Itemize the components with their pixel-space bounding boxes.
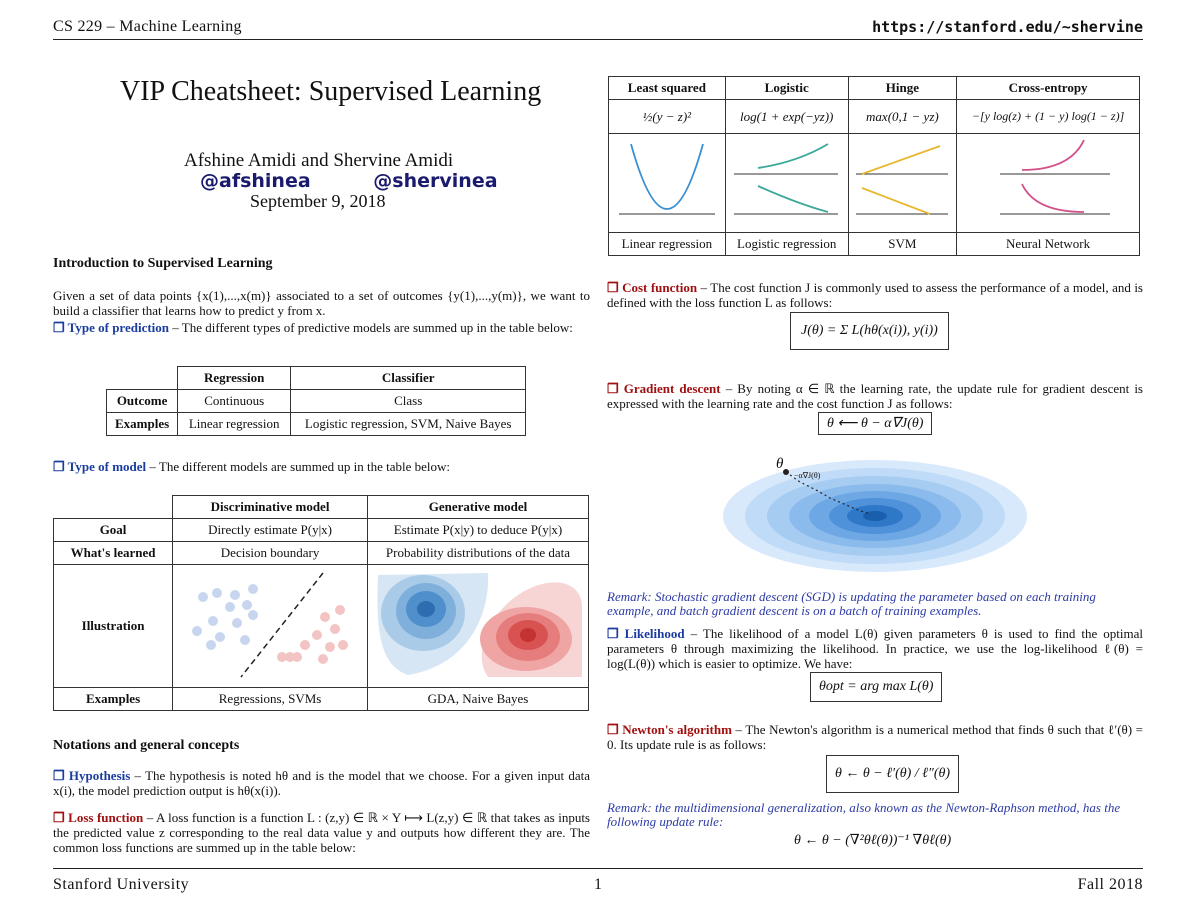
section-notations-heading: Notations and general concepts <box>53 738 240 753</box>
newton-para: ❐ Newton's algorithm – The Newton's algorithm is a numerical method that finds θ such that ℓ′(θ) = 0. Its update rule is as follows: <box>607 722 1143 752</box>
page-title: VIP Cheatsheet: Supervised Learning <box>120 76 542 107</box>
logistic-plot <box>725 134 848 233</box>
intro-text: Given a set of data points {x(1),...,x(m)} associated to a set of outcomes {y(1),...,y(m)}, we want to build a classifier that learns how to predict y from x. <box>53 288 590 318</box>
handle-afshinea[interactable]: @afshinea <box>200 170 311 192</box>
hinge-plot <box>848 134 956 233</box>
date: September 9, 2018 <box>250 191 386 211</box>
least-squared-plot <box>609 134 726 233</box>
course-header: CS 229 – Machine Learning <box>53 18 242 35</box>
handle-shervinea[interactable]: @shervinea <box>373 170 498 192</box>
type-model-para: ❐ Type of model – The different models are summed up in the table below: <box>53 459 451 474</box>
likelihood-formula: θopt = arg max L(θ) <box>810 672 942 702</box>
loss-function-para: ❐ Loss function – A loss function is a function L : (z,y) ∈ ℝ × Y ⟼ L(z,y) ∈ ℝ that takes as inputs the predicted value z corresponding to the real data value y and outputs how different they are. The common loss functions are summed up in the table below: <box>53 810 590 855</box>
likelihood-para: ❐ Likelihood – The likelihood of a model L(θ) given parameters θ is used to find the optimal parameters θ through maximizing the likelihood. In practice, we use the log-likelihood ℓ(θ) = log(L(θ)) which is easier to optimize. We have: <box>607 626 1143 671</box>
handles <box>200 170 554 192</box>
authors: Afshine Amidi and Shervine Amidi <box>184 150 454 171</box>
gradient-descent-contour <box>720 452 1030 582</box>
footer-term: Fall 2018 <box>1077 876 1143 893</box>
cross-entropy-plot <box>957 134 1140 233</box>
type-model-term: ❐ Type of model <box>53 459 147 474</box>
newton-raphson-formula: θ ← θ − (∇²θℓ(θ))⁻¹ ∇θℓ(θ) <box>794 833 952 848</box>
footer-rule <box>53 868 1143 869</box>
type-prediction-term: ❐ Type of prediction <box>53 320 170 335</box>
newton-formula: θ ← θ − ℓ′(θ) / ℓ″(θ) <box>826 755 959 793</box>
page-number: 1 <box>594 876 602 893</box>
sgd-remark: Remark: Stochastic gradient descent (SGD) is updating the parameter based on each training example, and batch gradient descent is on a batch of training examples. <box>607 589 1096 618</box>
header-url[interactable]: https://stanford.edu/~shervine <box>872 18 1143 36</box>
gradient-descent-para: ❐ Gradient descent – By noting α ∈ ℝ the learning rate, the update rule for gradient descent is expressed with the learning rate and the cost function J as follows: <box>607 381 1143 411</box>
newton-raphson-remark: Remark: the multidimensional generalization, also known as the Newton-Raphson method, has the following update rule: <box>607 800 1121 829</box>
hypothesis-para: ❐ Hypothesis – The hypothesis is noted hθ and is the model that we choose. For a given input data x(i), the model prediction output is hθ(x(i)). <box>53 768 590 798</box>
type-prediction-para: ❐ Type of prediction – The different types of predictive models are summed up in the table below: <box>53 320 573 335</box>
svg-text:−α∇J(θ): −α∇J(θ) <box>794 471 821 480</box>
cost-function-para: ❐ Cost function – The cost function J is commonly used to assess the performance of a model, and is defined with the loss function L as follows: <box>607 280 1143 310</box>
gradient-descent-formula: θ ⟵ θ − α∇J(θ) <box>818 412 932 435</box>
discriminative-illustration <box>173 565 368 688</box>
prediction-table: Regression Classifier Outcome Continuous Class Examples Linear regression Logistic regression, SVM, Naive Bayes <box>106 366 526 436</box>
header-rule <box>53 39 1143 40</box>
generative-illustration <box>368 565 589 688</box>
loss-table: Least squared Logistic Hinge Cross-entropy ½(y − z)² log(1 + exp(−yz)) max(0,1 − yz) −[y log(z) + (1 − y) log(1 − z)] Linear regression Logistic regression SVM Neural Network <box>608 76 1140 256</box>
cost-function-formula: J(θ) = Σ L(hθ(x(i)), y(i)) <box>790 312 949 350</box>
footer-university: Stanford University <box>53 876 190 893</box>
section-intro-heading: Introduction to Supervised Learning <box>53 256 273 271</box>
svg-text:θ: θ <box>776 456 784 472</box>
model-table: Discriminative model Generative model Goal Directly estimate P(y|x) Estimate P(x|y) to deduce P(y|x) What's learned Decision boundary Probability distributions of the data Illustration Examples Regressions, SVMs GDA, Naive Bayes <box>53 495 589 711</box>
